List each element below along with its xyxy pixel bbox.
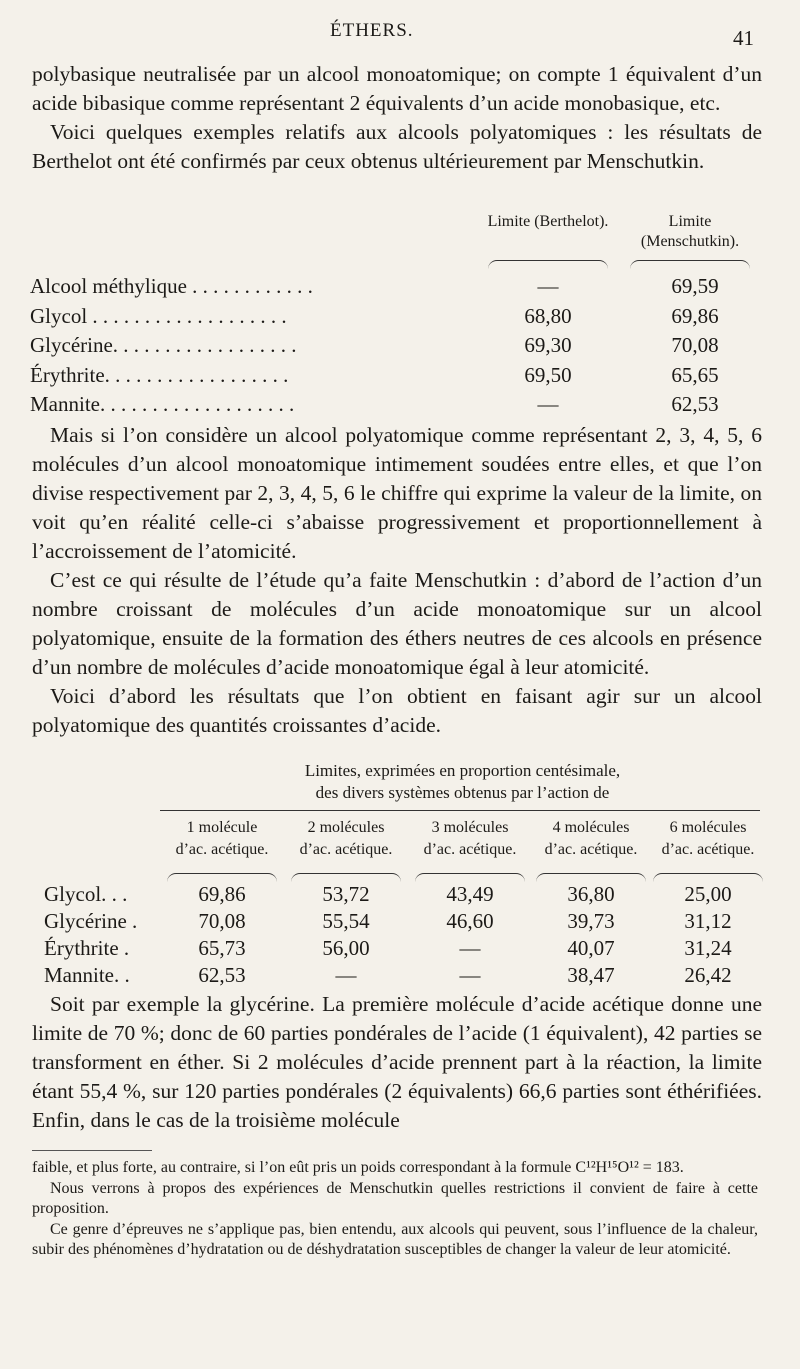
table2-col-3 <box>408 817 532 861</box>
cell-value: 39,73 <box>567 909 615 933</box>
cell-value: 53,72 <box>322 882 370 906</box>
col-line1: 1 molécule <box>186 819 258 836</box>
footnote-2: Nous verrons à propos des expériences de Menschutkin quelles restrictions il convient de faire à cette proposition. <box>32 1179 758 1217</box>
running-head <box>0 18 800 48</box>
col-line2: d’ac. acétique. <box>423 841 517 858</box>
paragraph-5: Voici d’abord les résultats que l’on obtient en faisant agir sur un alcool polyatomique des quantités croissantes d’acide. <box>32 684 762 737</box>
cell-value: 43,49 <box>446 882 494 906</box>
cell-value: 38,47 <box>567 963 615 987</box>
menschutkin-value: 70,08 <box>671 333 719 357</box>
cell-value: 36,80 <box>567 882 615 906</box>
cell-value: — <box>459 963 481 987</box>
table-row <box>30 361 770 391</box>
cell-value: 70,08 <box>198 909 246 933</box>
berthelot-value: 69,30 <box>524 333 572 357</box>
col-line2: d’ac. acétique. <box>544 841 638 858</box>
page-number: 41 <box>733 26 754 50</box>
footnote-3: Ce genre d’épreuves ne s’applique pas, bien entendu, aux alcools qui peuvent, sous l’influence de la chaleur, subir des phénomènes d’hydratation ou de déshydratation susceptibles de changer la valeur de leur atomicité. <box>32 1220 758 1258</box>
col-line2: d’ac. acétique. <box>175 841 269 858</box>
table1-brace-2 <box>630 260 750 269</box>
table-row <box>30 935 775 962</box>
col-line1: 2 molécules <box>307 819 385 836</box>
cell-value: 31,24 <box>684 936 732 960</box>
footnote-1: faible, et plus forte, au contraire, si l’on eût pris un poids correspondant à la formule C¹²H¹⁵O¹² = 183. <box>32 1159 684 1176</box>
cell-value: 25,00 <box>684 882 732 906</box>
table2-col-1 <box>160 817 284 861</box>
table2-caption-2: des divers systèmes obtenus par l’action de <box>315 783 610 802</box>
paragraph-2: Voici quelques exemples relatifs aux alcools polyatomiques : les résultats de Berthelot ont été confirmés par ceux obtenus ultérieurement par Menschutkin. <box>32 120 762 173</box>
row-label: Glycol. . . <box>44 882 128 906</box>
col-line2: d’ac. acétique. <box>299 841 393 858</box>
menschutkin-value: 62,53 <box>671 392 719 416</box>
table1-header <box>30 212 770 272</box>
menschutkin-value: 65,65 <box>671 362 719 387</box>
table1-col-menschutkin: Limite (Menschutkin). <box>640 213 740 250</box>
cell-value: 62,53 <box>198 963 246 987</box>
berthelot-value: 68,80 <box>524 303 572 328</box>
table2-header <box>30 817 775 873</box>
row-label: Glycol . . . . . . . . . . . . . . . . . . . <box>30 303 287 328</box>
table2-col-4 <box>529 817 653 861</box>
row-label: Alcool méthylique . . . . . . . . . . . . <box>30 274 313 298</box>
paragraph-6: Soit par exemple la glycérine. La première molécule d’acide acétique donne une limite de 70 %; donc de 60 parties pondérales de l’acide (1 équivalent), 42 parties se transforment en éther. Si 2 molécules d’acide prennent part à la réaction, la limite étant 55,4 %, sur 120 parties pondérales (2 équivalents) 66,6 parties sont éthérifiées. Enfin, dans le cas de la troisième molécule <box>32 992 762 1132</box>
acid-molecules-table <box>30 760 775 989</box>
col-line1: 6 molécules <box>669 819 747 836</box>
table-row <box>30 908 775 935</box>
cell-value: 31,12 <box>684 909 732 933</box>
col-line1: 3 molécules <box>431 819 509 836</box>
row-label: Mannite. . . . . . . . . . . . . . . . . . . <box>30 392 295 416</box>
table2-col-2 <box>284 817 408 861</box>
table2-caption-1: Limites, exprimées en proportion centésimale, <box>304 761 621 780</box>
cell-value: 40,07 <box>567 936 615 960</box>
limit-comparison-table <box>30 212 770 420</box>
row-label: Mannite. . <box>44 963 130 987</box>
row-label: Glycérine. . . . . . . . . . . . . . . . . . <box>30 333 297 357</box>
cell-value: 65,73 <box>198 936 246 960</box>
row-label: Érythrite . <box>44 936 130 960</box>
table-row <box>30 302 770 332</box>
row-label: Glycérine . <box>44 909 138 933</box>
menschutkin-value: 69,59 <box>671 274 719 298</box>
menschutkin-value: 69,86 <box>671 303 719 328</box>
cell-value: 55,54 <box>322 909 370 933</box>
table-row <box>30 272 770 302</box>
berthelot-value: — <box>537 274 559 298</box>
footnote-separator <box>32 1150 152 1151</box>
table2-top-rule <box>160 810 760 811</box>
paragraph-3: Mais si l’on considère un alcool polyatomique comme représentant 2, 3, 4, 5, 6 molécules d’un alcool monoatomique intimement soudées entre elles, et que l’on divise respectivement par 2, 3, 4, 5, 6 le chiffre qui exprime la valeur de la limite, on voit qu’en réalité celle-ci s’abaisse progressivement et proportionnellement à l’accroissement de l’atomicité. <box>32 423 762 563</box>
table-row <box>30 331 770 361</box>
table1-brace-1 <box>488 260 608 269</box>
table-row <box>30 881 775 908</box>
berthelot-value: — <box>537 392 559 416</box>
cell-value: 26,42 <box>684 963 732 987</box>
table1-col-berthelot: Limite (Berthelot). <box>487 213 609 230</box>
row-label: Érythrite. . . . . . . . . . . . . . . . . . <box>30 362 289 387</box>
paragraph-1: polybasique neutralisée par un alcool monoatomique; on compte 1 équivalent d’un acide bibasique comme représentant 2 équivalents d’un acide monobasique, etc. <box>32 62 762 115</box>
middle-text <box>32 421 762 740</box>
closing-text <box>32 990 762 1135</box>
cell-value: — <box>459 936 481 960</box>
col-line2: d’ac. acétique. <box>661 841 755 858</box>
table2-braces <box>30 873 775 881</box>
cell-value: 69,86 <box>198 882 246 906</box>
table-row <box>30 390 770 420</box>
table-row <box>30 962 775 989</box>
running-title: ÉTHERS. <box>330 20 414 41</box>
table2-col-5 <box>646 817 770 861</box>
berthelot-value: 69,50 <box>524 362 572 387</box>
opening-text <box>32 60 762 176</box>
cell-value: — <box>335 963 357 987</box>
cell-value: 56,00 <box>322 936 370 960</box>
col-line1: 4 molécules <box>552 819 630 836</box>
paragraph-4: C’est ce qui résulte de l’étude qu’a faite Menschutkin : d’abord de l’action d’un nombre croissant de molécules d’un acide monoatomique sur un alcool polyatomique, ensuite de la formation des éthers neutres de ces alcools en présence d’un nombre de molécules d’acide monoatomique égal à leur atomicité. <box>32 568 762 679</box>
cell-value: 46,60 <box>446 909 494 933</box>
footnotes <box>32 1158 758 1261</box>
